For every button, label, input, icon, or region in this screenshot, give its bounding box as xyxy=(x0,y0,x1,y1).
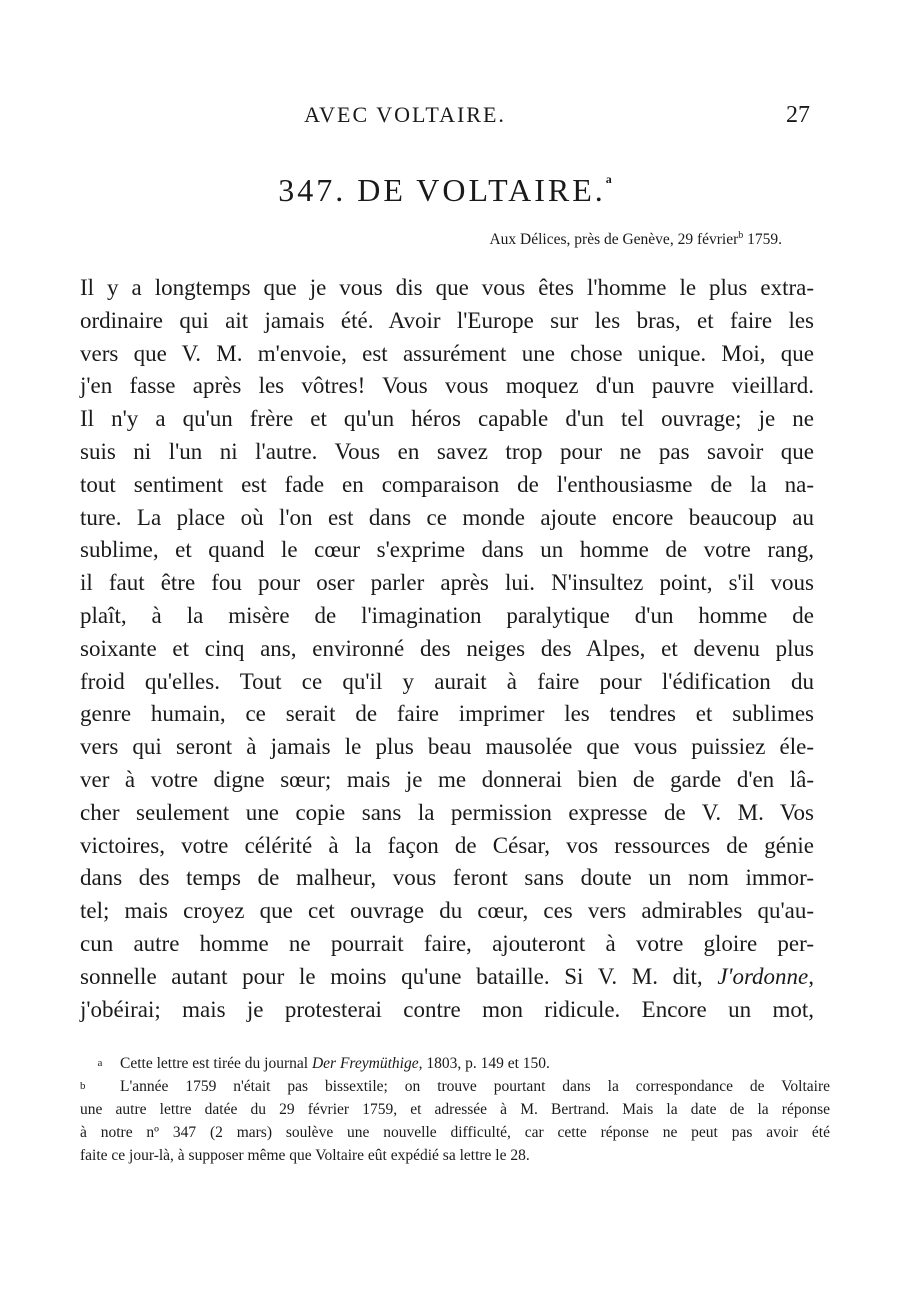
footnote-b-line xyxy=(80,1075,830,1098)
body-line: tel; mais croyez que cet ouvrage du cœur, ces vers admirables qu'au- xyxy=(80,898,814,924)
body-line: plaît, à la misère de l'imagination paralytique d'un homme de xyxy=(80,602,814,628)
footnote-a-mark: a xyxy=(97,1057,103,1069)
body-line: dans des temps de malheur, vous feront sans doute un nom immor- xyxy=(80,865,814,891)
dateline-year: 1759. xyxy=(747,231,782,249)
footnote-b-line: une autre lettre datée du 29 février 1759, et adressée à M. Bertrand. Mais la date de la réponse xyxy=(80,1101,830,1118)
body-line: genre humain, ce serait de faire imprimer les tendres et sublimes xyxy=(80,701,814,727)
body-line: Il n'y a qu'un frère et qu'un héros capable d'un tel ouvrage; je ne xyxy=(80,406,814,432)
letter-number: 347. xyxy=(278,172,347,208)
letter-body xyxy=(80,272,814,1026)
footnote-b xyxy=(80,1075,830,1167)
body-line: j'en fasse après les vôtres! Vous vous moquez d'un pauvre vieillard. xyxy=(80,373,814,399)
footnote-a-after: 1803, p. 149 et 150. xyxy=(426,1055,550,1072)
body-line: cun autre homme ne pourrait faire, ajouteront à votre gloire per- xyxy=(80,930,814,956)
body-line: ture. La place où l'on est dans ce monde ajoute encore beaucoup au xyxy=(80,504,814,530)
footnote-a-journal: Der Freymüthige, xyxy=(311,1055,423,1072)
footnote-mark-a: a xyxy=(605,172,612,187)
italic-quote: J'ordonne, xyxy=(717,963,815,989)
body-line: cher seulement une copie sans la permission expresse de V. M. Vos xyxy=(80,799,814,825)
footnote-b-line: faite ce jour-là, à supposer même que Voltaire eût expédié sa lettre le 28. xyxy=(80,1147,530,1164)
dateline xyxy=(489,230,782,249)
body-line-text: sonnelle autant pour le moins qu'une bataille. Si V. M. dit, xyxy=(80,963,703,989)
page-number: 27 xyxy=(786,102,810,128)
body-line: il faut être fou pour oser parler après lui. N'insultez point, s'il vous xyxy=(80,570,814,596)
body-line-with-italic xyxy=(80,961,814,994)
footnote-mark-b: b xyxy=(738,230,744,241)
footnote-b-mark: b xyxy=(80,1080,86,1092)
body-line: j'obéirai; mais je protesterai contre mon ridicule. Encore un mot, xyxy=(80,996,814,1022)
footnote-b-line: à notre nº 347 (2 mars) soulève une nouvelle difficulté, car cette réponse ne peut pas avoir été xyxy=(80,1124,830,1141)
footnote-b-line-text: L'année 1759 n'était pas bissextile; on trouve pourtant dans la correspondance de Voltaire xyxy=(120,1078,830,1095)
body-line: ver à votre digne sœur; mais je me donnerai bien de garde d'en lâ- xyxy=(80,766,814,792)
body-line: sublime, et quand le cœur s'exprime dans un homme de votre rang, xyxy=(80,537,814,563)
body-line: tout sentiment est fade en comparaison de l'enthousiasme de la na- xyxy=(80,471,814,497)
dateline-text: Aux Délices, près de Genève, 29 février xyxy=(489,231,739,249)
body-line: froid qu'elles. Tout ce qu'il y aurait à faire pour l'édification du xyxy=(80,668,814,694)
footnote-a-before: Cette lettre est tirée du journal xyxy=(120,1055,309,1072)
body-line: Il y a longtemps que je vous dis que vous êtes l'homme le plus extra- xyxy=(80,275,814,300)
footnote-a xyxy=(80,1052,830,1075)
footnotes xyxy=(80,1052,830,1167)
body-line: vers que V. M. m'envoie, est assurément une chose unique. Moi, que xyxy=(80,340,814,366)
running-head-title: AVEC VOLTAIRE. xyxy=(304,102,506,127)
body-line: victoires, votre célérité à la façon de César, vos ressources de génie xyxy=(80,832,814,858)
running-head xyxy=(80,102,810,132)
body-line: suis ni l'un ni l'autre. Vous en savez trop pour ne pas savoir que xyxy=(80,438,814,464)
letter-title: DE VOLTAIRE. xyxy=(357,172,606,208)
body-line: vers qui seront à jamais le plus beau mausolée que vous puissiez éle- xyxy=(80,734,814,760)
body-line: ordinaire qui ait jamais été. Avoir l'Europe sur les bras, et faire les xyxy=(80,307,814,333)
body-line: soixante et cinq ans, environné des neiges des Alpes, et devenu plus xyxy=(80,635,814,661)
letter-heading xyxy=(80,172,810,209)
